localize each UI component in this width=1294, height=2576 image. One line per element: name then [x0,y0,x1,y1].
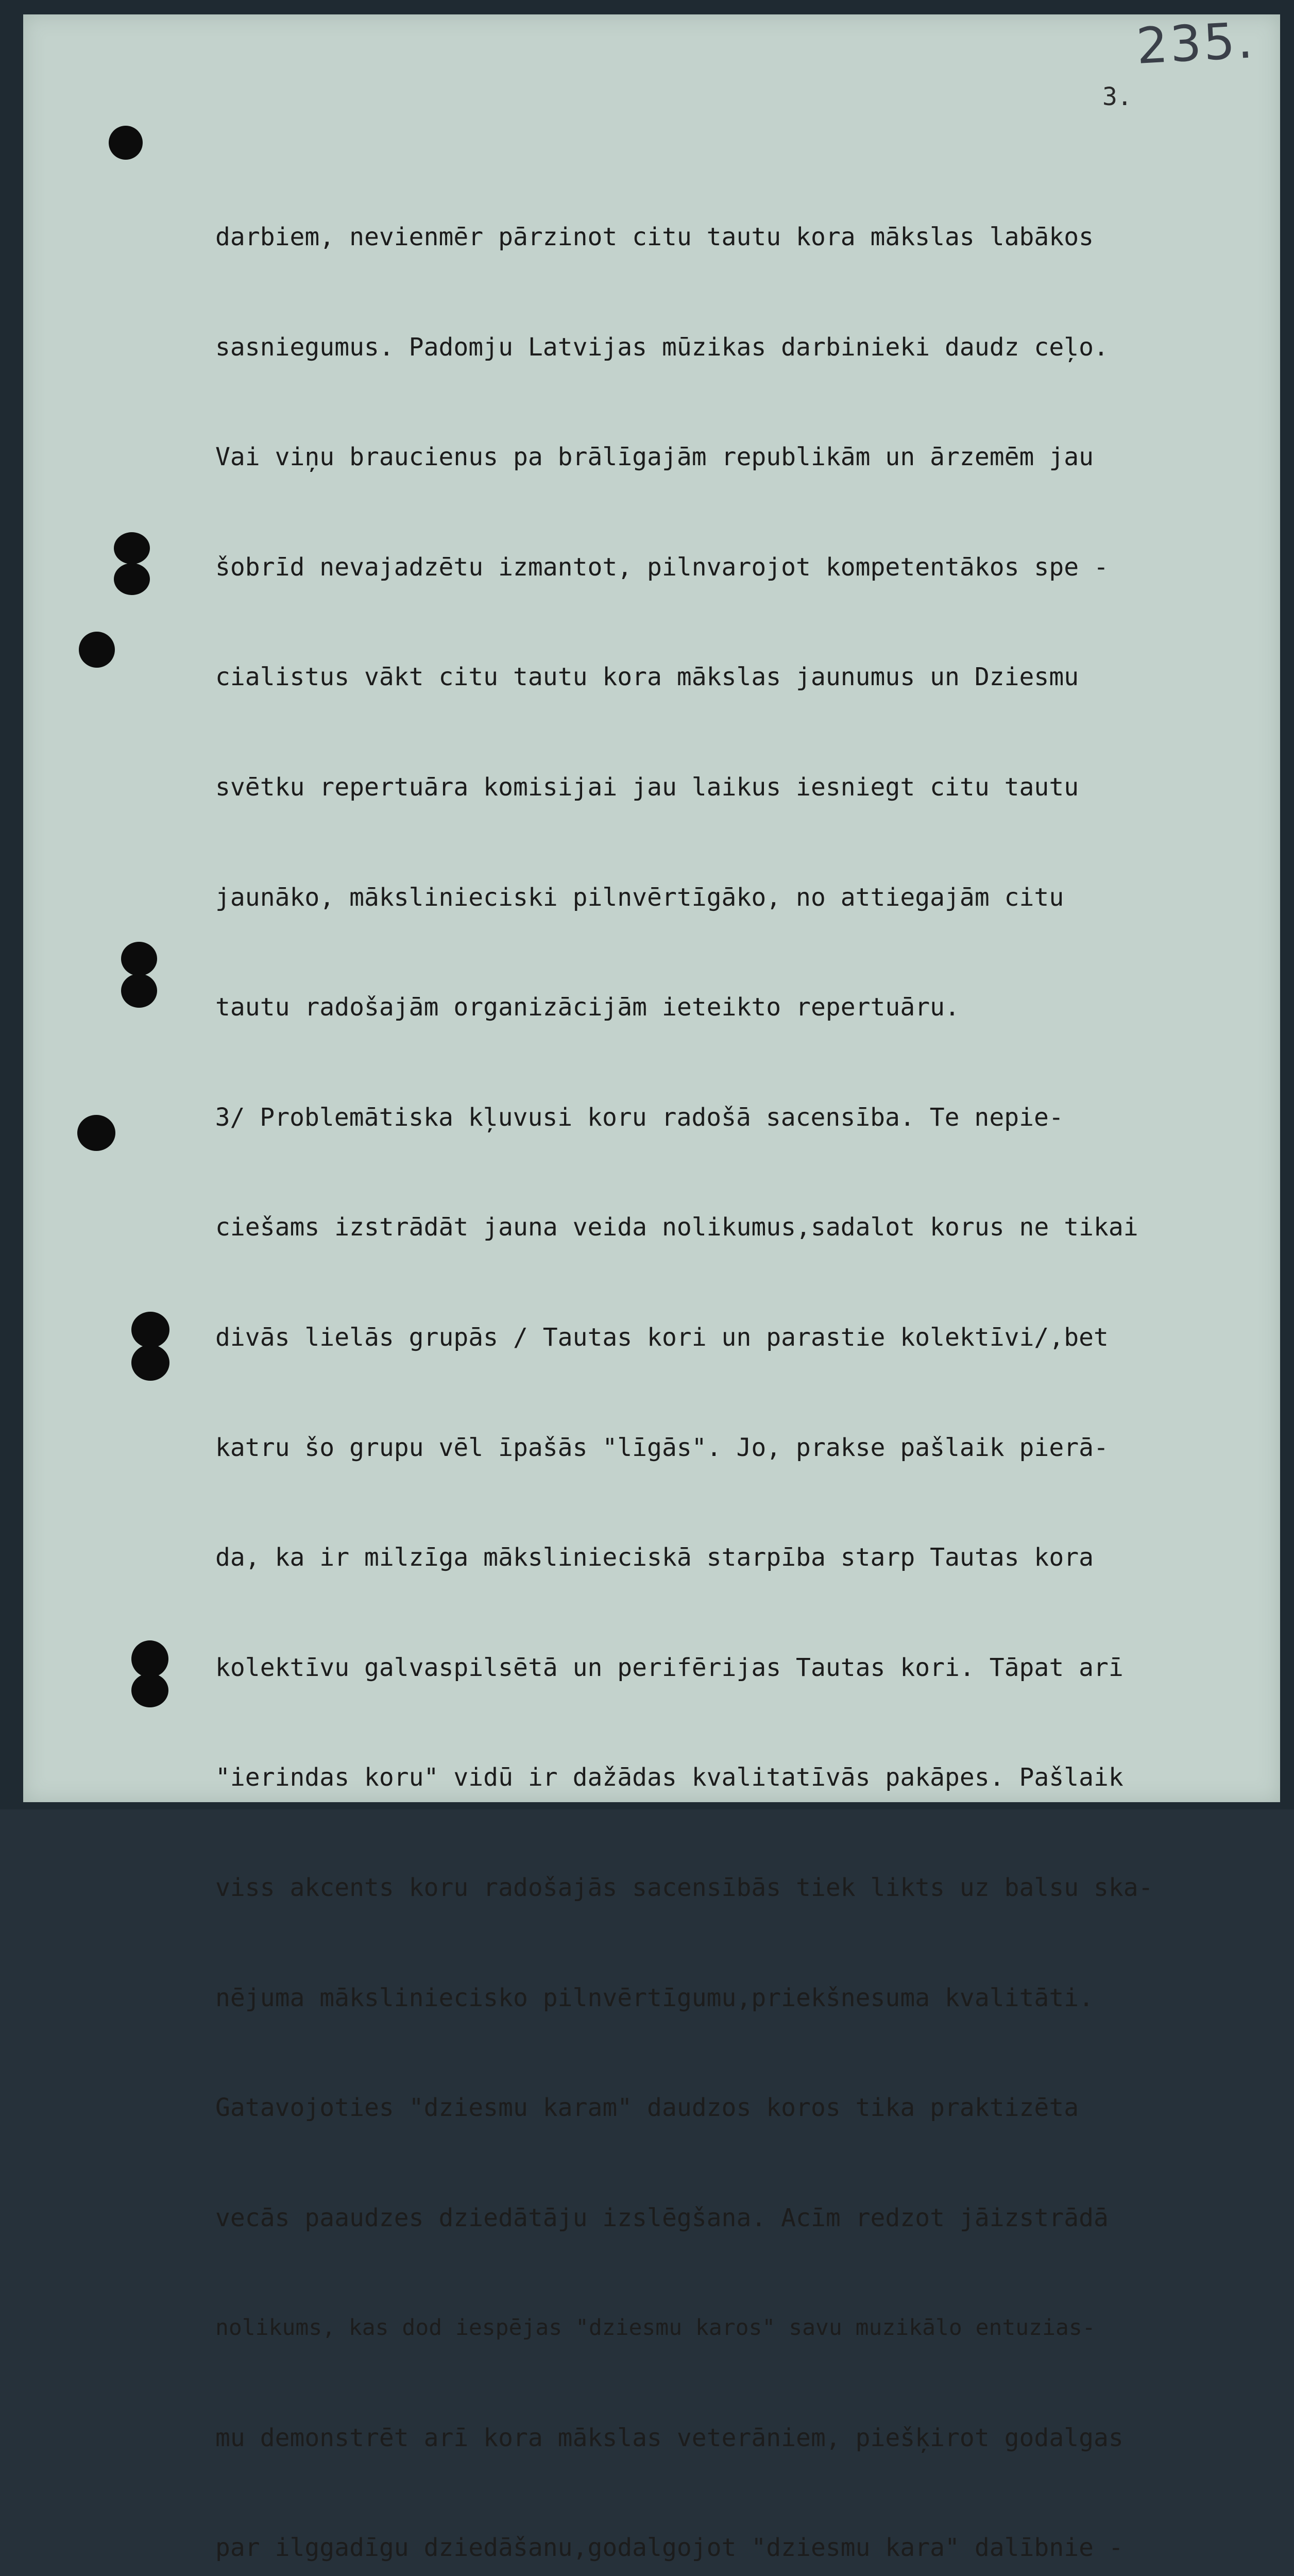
punch-hole [131,1640,168,1677]
punch-hole [77,1115,115,1151]
text-line: jaunāko, mākslinieciski pilnvērtīgāko, no attiegajām citu [215,883,1064,912]
punch-hole [121,974,157,1008]
page-number: 3. [1102,82,1132,111]
text-line: kolektīvu galvaspilsētā un perifērijas Tautas kori. Tāpat arī [215,1653,1123,1682]
typed-body-text [156,154,1276,2576]
text-line: katru šo grupu vēl īpašās "līgās". Jo, prakse pašlaik pierā- [215,1433,1109,1462]
text-line: ciešams izstrādāt jauna veida nolikumus,sadalot korus ne tikai [215,1213,1138,1242]
text-line: par ilggadīgu dziedāšanu,godalgojot "dziesmu kara" dalībnie - [215,2533,1123,2563]
punch-hole [131,1673,168,1707]
text-line: 3/ Problemātiska kļuvusi koru radošā sacensība. Te nepie- [156,1103,1064,1132]
text-line: cialistus vākt citu tautu kora mākslas jaunumus un Dziesmu [215,663,1079,692]
text-line: nolikums, kas dod iespējas "dziesmu karos" savu muzikālo entuzias- [215,2315,1096,2341]
punch-hole [109,126,143,160]
text-line: mu demonstrēt arī kora mākslas veterāniem, piešķirot godalgas [215,2423,1123,2452]
text-line: Gatavojoties "dziesmu karam" daudzos koros tika praktizēta [215,2093,1079,2123]
text-line: divās lielās grupās / Tautas kori un parastie kolektīvi/,bet [215,1323,1109,1352]
text-line: sasniegumus. Padomju Latvijas mūzikas darbinieki daudz ceļo. [215,332,1109,362]
punch-hole [79,632,115,668]
text-line: vecās paaudzes dziedātāju izslēgšana. Acīm redzot jāizstrādā [215,2203,1109,2232]
punch-hole [131,1312,169,1348]
text-line: "ierindas koru" vidū ir dažādas kvalitatīvās pakāpes. Pašlaik [215,1763,1123,1792]
punch-hole [114,532,150,564]
text-line: tautu radošajām organizācijām ieteikto repertuāru. [215,993,960,1022]
text-line: viss akcents koru radošajās sacensībās tiek likts uz balsu ska- [215,1873,1153,1902]
text-line: da, ka ir milzīga mākslinieciskā starpība starp Tautas kora [215,1543,1094,1572]
text-line: nējuma mākslinieciskо pilnvērtīgumu,priekšnesuma kvalitāti. [215,1983,1094,2012]
text-line: svētku repertuāra komisijai jau laikus iesniegt citu tautu [215,772,1079,802]
punch-hole [114,563,150,595]
text-line: šobrīd nevajadzētu izmantot, pilnvarojot kompetentākos spe - [215,552,1109,582]
punch-hole [131,1345,169,1381]
punch-hole [121,942,157,976]
text-line: Vai viņu braucienus pa brālīgajām republikām un ārzemēm jau [215,443,1094,472]
archive-folio-number: 235. [1135,11,1256,75]
text-line: darbiem, nevienmēr pārzinot citu tautu kora mākslas labākos [215,223,1094,251]
